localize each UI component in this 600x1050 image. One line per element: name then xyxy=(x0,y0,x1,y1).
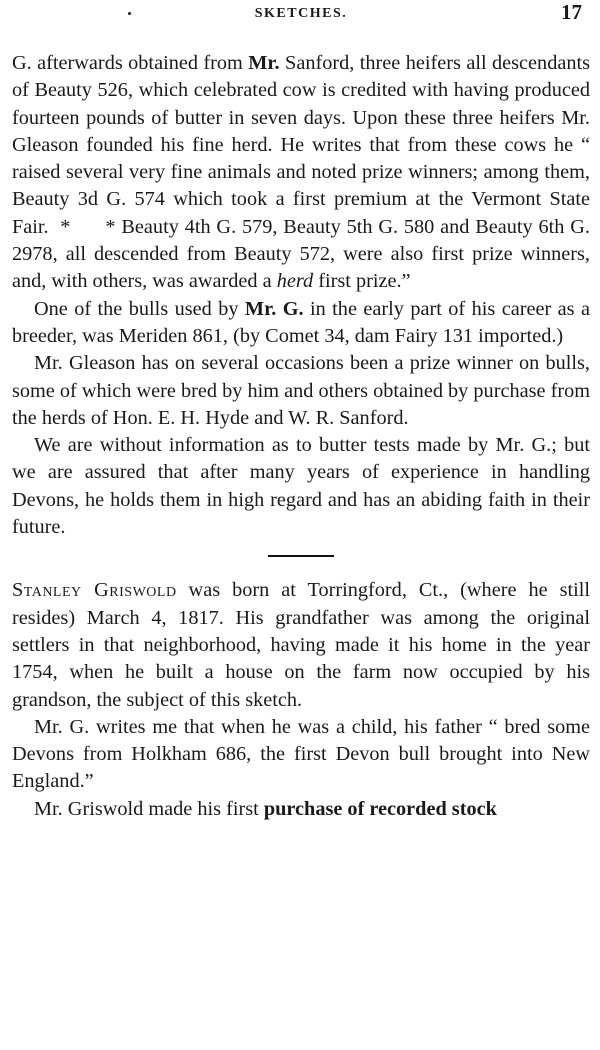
text-run: Mr. Griswold made his first xyxy=(34,797,264,820)
text-run: G. afterwards obtained from xyxy=(12,52,249,74)
text-run: first prize.” xyxy=(313,270,411,293)
body-text xyxy=(12,50,590,823)
paragraph xyxy=(12,296,590,351)
page-number: 17 xyxy=(561,0,582,24)
text-run: was born at Torringford, Ct., (where he still resides) March 4, 1817. His grandfather was among the original settlers in that neighborhood, having made it his home in the year 1754, when he built a house on the farm now occupied by his grandson, the subject of this sketch. xyxy=(12,579,591,711)
running-head: SKETCHES. xyxy=(254,6,348,21)
section-divider xyxy=(268,555,334,557)
bold-run: Mr. xyxy=(248,52,280,74)
paragraph: Mr. Gleason has on several occasions been a prize winner on bulls, some of which were bred by him and others obtained by purchase from the herds of Hon. E. H. Hyde and W. R. Sanford. xyxy=(12,352,590,429)
italic-run: herd xyxy=(276,270,314,293)
paragraph xyxy=(12,577,590,713)
page-header xyxy=(12,0,590,50)
bold-run: Mr. G. xyxy=(244,297,304,320)
bold-run: purchase of recorded stock xyxy=(263,797,497,820)
paragraph: Mr. G. writes me that when he was a child, his father “ bred some Devons from Holkham 686, the first Devon bull brought into New England.” xyxy=(12,715,590,793)
paragraph: We are without information as to butter tests made by Mr. G.; but we are assured that after many years of experience in handling Devons, he holds them in high regard and has an abiding faith in their future. xyxy=(12,434,590,539)
paragraph xyxy=(12,50,590,296)
subject-name: Stanley Griswold xyxy=(12,579,177,602)
paragraph xyxy=(12,796,590,823)
text-run: One of the bulls used by xyxy=(34,297,245,320)
text-run: in the early part of his career as a breeder, was Meriden 861, (by Comet 34, dam Fairy 131 imported.) xyxy=(12,297,590,347)
text-run: Sanford, three heifers all descendants of Beauty 526, which celebrated cow is credited with having produced fourteen pounds of butter in seven days. Upon these three heifers Mr. Gleason founded his fine herd. He writes that from these cows he “ raised several very fine animals and noted prize winners; among them, Beauty 3d G. 574 which took a first premium at the Vermont State Fair. * * Beauty 4th G. 579, Beauty 5th G. 580 and Beauty 6th G. 2978, all descended from Beauty 572, were also first prize winners, and, with others, was awarded a xyxy=(12,52,591,293)
